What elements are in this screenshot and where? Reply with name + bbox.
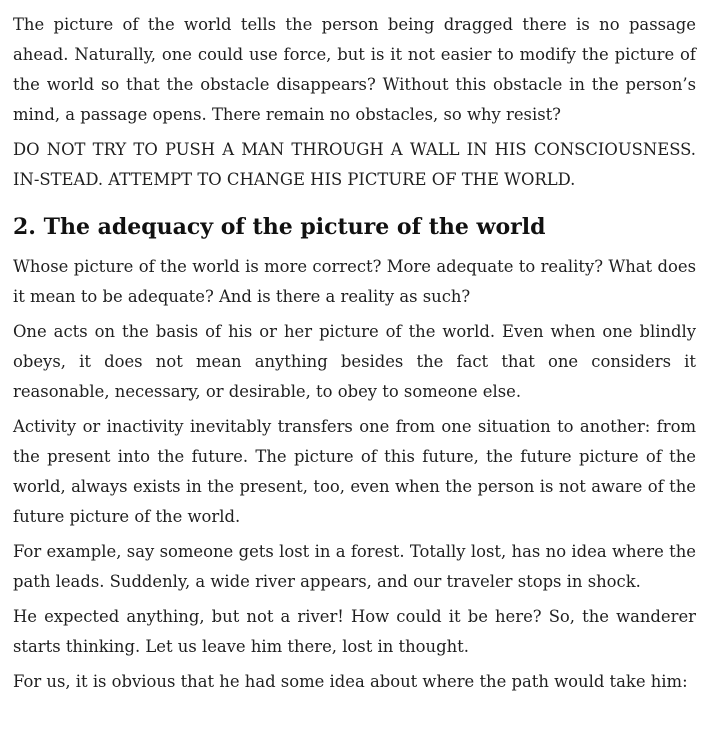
paragraph-activity-inactivity: Activity or inactivity inevitably transfers one from one situation to another: from the present into the future. The picture of this future, the future picture of the world, always exists in the present, too, even when the person is not aware of the future picture of the world. xyxy=(13,417,696,526)
section-heading: 2. The adequacy of the picture of the world xyxy=(13,214,546,240)
paragraph-expected-anything: He expected anything, but not a river! How could it be here? So, the wanderer starts thinking. Let us leave him there, lost in thought. xyxy=(13,607,696,656)
paragraph-lost-in-forest: For example, say someone gets lost in a forest. Totally lost, has no idea where the path leads. Suddenly, a wide river appears, and our traveler stops in shock. xyxy=(13,542,696,591)
paragraph-adequacy-questions: Whose picture of the world is more correct? More adequate to reality? What does it mean to be adequate? And is there a reality as such? xyxy=(13,257,696,306)
paragraph-picture-of-world: The picture of the world tells the person being dragged there is no passage ahead. Naturally, one could use force, but is it not easier to modify the picture of the world so that the obstacle disappears? Without this obstacle in the person’s mind, a passage opens. There remain no obstacles, so why resist? xyxy=(13,15,696,124)
paragraph-for-us-obvious: For us, it is obvious that he had some idea about where the path would take him: xyxy=(13,672,688,691)
paragraph-maxim-caps: DO NOT TRY TO PUSH A MAN THROUGH A WALL IN HIS CONSCIOUSNESS. IN-STEAD. ATTEMPT TO CHANGE HIS PICTURE OF THE WORLD. xyxy=(13,140,696,189)
paragraph-acts-on-basis: One acts on the basis of his or her picture of the world. Even when one blindly obeys, it does not mean anything besides the fact that one considers it reasonable, necessary, or desirable, to obey to someone else. xyxy=(13,322,696,401)
